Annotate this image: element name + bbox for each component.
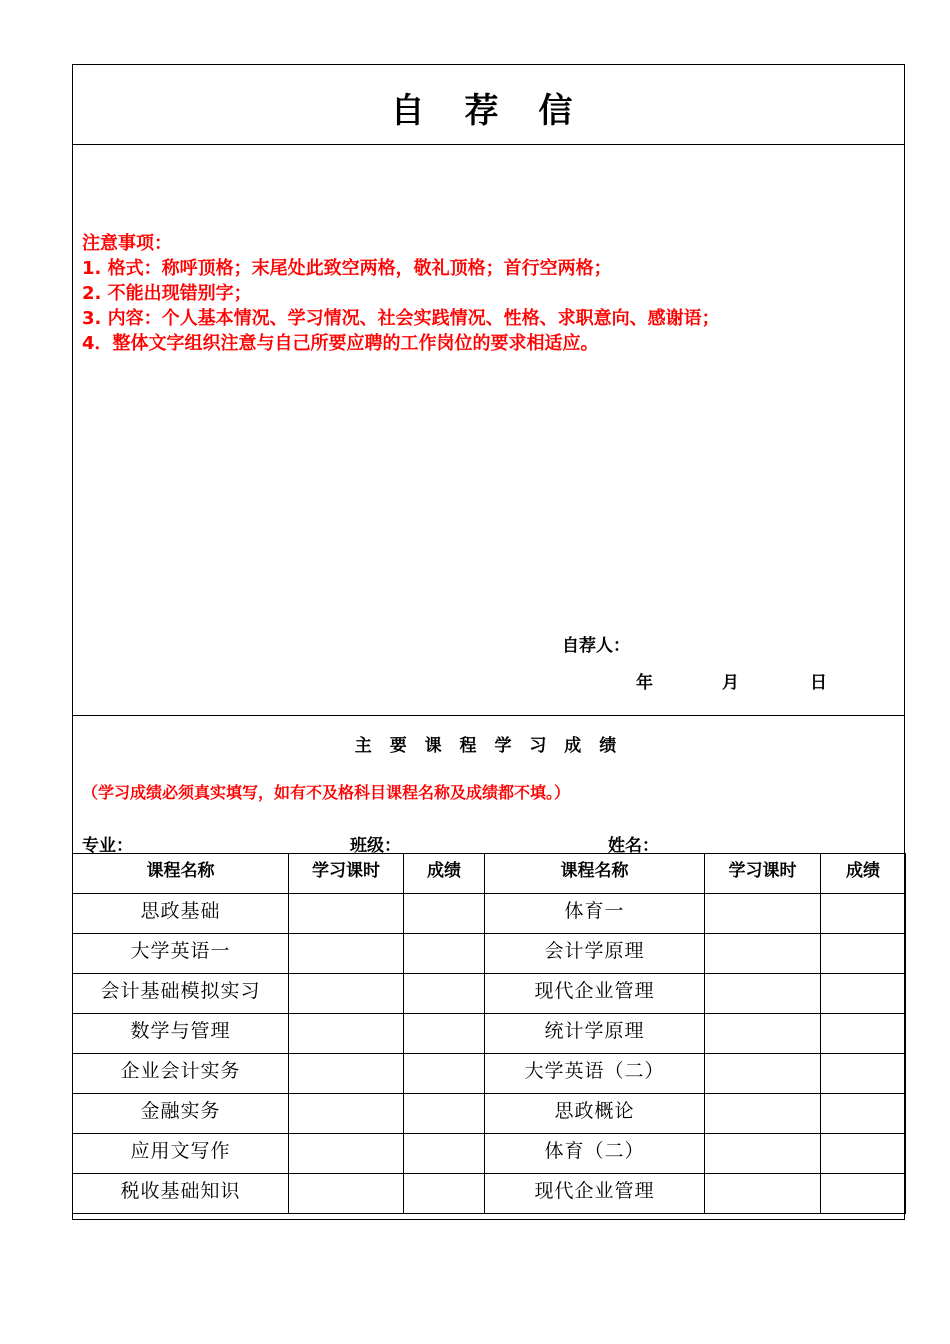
course-name: 大学英语一 <box>73 934 289 974</box>
table-row <box>73 1054 906 1094</box>
course-name: 税收基础知识 <box>73 1174 289 1214</box>
score-cell[interactable] <box>404 974 485 1014</box>
score-cell[interactable] <box>404 894 485 934</box>
col-header-course: 课程名称 <box>485 854 705 894</box>
table-row <box>73 894 906 934</box>
hours-cell[interactable] <box>705 894 821 934</box>
score-cell[interactable] <box>404 934 485 974</box>
table-row <box>73 1014 906 1054</box>
signer-label: 自荐人： <box>562 636 630 656</box>
score-cell[interactable] <box>821 1054 906 1094</box>
note-item: 1. 格式：称呼顶格；末尾处此致空两格，敬礼顶格；首行空两格； <box>82 258 612 279</box>
hours-cell[interactable] <box>705 1094 821 1134</box>
hours-cell[interactable] <box>289 894 404 934</box>
table-row <box>73 1134 906 1174</box>
score-cell[interactable] <box>404 1014 485 1054</box>
notes-heading: 注意事项： <box>82 233 172 254</box>
name-label: 姓名： <box>608 836 659 856</box>
table-row <box>73 1174 906 1214</box>
course-name: 思政基础 <box>73 894 289 934</box>
score-cell[interactable] <box>821 894 906 934</box>
grades-table <box>72 853 906 1214</box>
hours-cell[interactable] <box>289 1054 404 1094</box>
col-header-course: 课程名称 <box>73 854 289 894</box>
date-day: 日 <box>810 673 827 693</box>
hours-cell[interactable] <box>289 1014 404 1054</box>
course-name: 现代企业管理 <box>485 1174 705 1214</box>
score-cell[interactable] <box>821 1014 906 1054</box>
score-cell[interactable] <box>821 1094 906 1134</box>
date-month: 月 <box>722 673 739 693</box>
divider <box>73 144 904 145</box>
score-cell[interactable] <box>821 974 906 1014</box>
course-name: 数学与管理 <box>73 1014 289 1054</box>
courses-section-title: 主 要 课 程 学 习 成 绩 <box>354 736 623 756</box>
course-name: 大学英语（二） <box>485 1054 705 1094</box>
hours-cell[interactable] <box>705 974 821 1014</box>
course-name: 现代企业管理 <box>485 974 705 1014</box>
table-row <box>73 1094 906 1134</box>
score-cell[interactable] <box>404 1134 485 1174</box>
table-row <box>73 934 906 974</box>
hours-cell[interactable] <box>705 934 821 974</box>
table-row <box>73 974 906 1014</box>
note-item: 3. 内容：个人基本情况、学习情况、社会实践情况、性格、求职意向、感谢语； <box>82 308 720 329</box>
hours-cell[interactable] <box>289 1094 404 1134</box>
course-name: 统计学原理 <box>485 1014 705 1054</box>
col-header-score: 成绩 <box>404 854 485 894</box>
hours-cell[interactable] <box>705 1014 821 1054</box>
course-name: 企业会计实务 <box>73 1054 289 1094</box>
major-label: 专业： <box>82 836 133 856</box>
col-header-score: 成绩 <box>821 854 906 894</box>
divider <box>73 715 904 716</box>
course-name: 会计学原理 <box>485 934 705 974</box>
courses-note: （学习成绩必须真实填写，如有不及格科目课程名称及成绩都不填。） <box>82 783 571 802</box>
table-header-row <box>73 854 906 894</box>
course-name: 思政概论 <box>485 1094 705 1134</box>
score-cell[interactable] <box>821 1174 906 1214</box>
score-cell[interactable] <box>821 934 906 974</box>
course-name: 体育（二） <box>485 1134 705 1174</box>
col-header-hours: 学习课时 <box>289 854 404 894</box>
note-item: 2. 不能出现错别字； <box>82 283 252 304</box>
score-cell[interactable] <box>404 1094 485 1134</box>
self-recommendation-form <box>72 64 905 1220</box>
course-name: 会计基础模拟实习 <box>73 974 289 1014</box>
course-name: 体育一 <box>485 894 705 934</box>
page-title: 自 荐 信 <box>390 91 587 131</box>
hours-cell[interactable] <box>289 1134 404 1174</box>
date-year: 年 <box>636 673 653 693</box>
notes-block <box>82 231 720 356</box>
col-header-hours: 学习课时 <box>705 854 821 894</box>
hours-cell[interactable] <box>705 1054 821 1094</box>
score-cell[interactable] <box>404 1174 485 1214</box>
hours-cell[interactable] <box>289 974 404 1014</box>
course-name: 金融实务 <box>73 1094 289 1134</box>
note-item: 4．整体文字组织注意与自己所要应聘的工作岗位的要求相适应。 <box>82 333 599 354</box>
class-label: 班级： <box>350 836 401 856</box>
hours-cell[interactable] <box>705 1134 821 1174</box>
course-name: 应用文写作 <box>73 1134 289 1174</box>
hours-cell[interactable] <box>289 1174 404 1214</box>
hours-cell[interactable] <box>705 1174 821 1214</box>
score-cell[interactable] <box>821 1134 906 1174</box>
score-cell[interactable] <box>404 1054 485 1094</box>
hours-cell[interactable] <box>289 934 404 974</box>
